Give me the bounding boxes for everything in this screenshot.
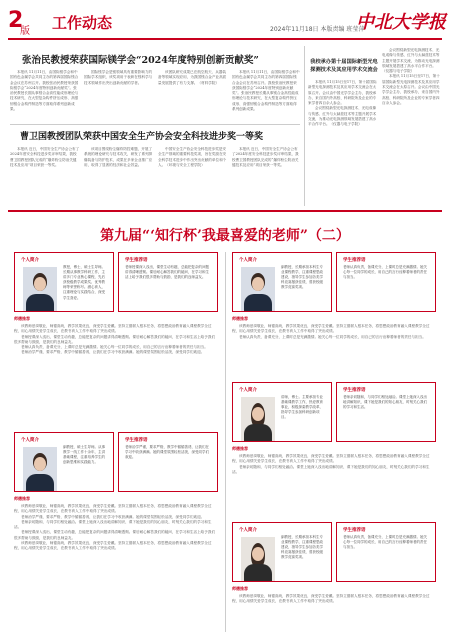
cao-col-4: 本报讯 近日，中国安全生产协会公布了2024年度安全科技进步奖评审结果，我校曹卫国教授团队完成的“爆炸粉尘防治关键技术及应用”项目荣获一等奖。 <box>232 147 299 167</box>
feature-title: 第九届“‘知行杯’我最喜爱的老师”（二） <box>100 228 350 244</box>
teacher-bio: 副教授，硕士生导师。从事教学一线工作十余年，主讲基础课程，注重培养学生的创新思维和实践能力。 <box>63 445 105 465</box>
forum-col-1: 本报讯 11月15日至17日，第十届国际新型光电探测技术及其应用学术交流会在太原召开。会议由中国光学学会主办，我校承办，来自国内外高校、科研院所及企业的专家学者四百余人参会。 会议围绕新型光电探测技术、光电成像与传感、红外与太赫兹技术等主题开展学术交流，为推动光电探测领域发展搭建了高水平合作平台。（仪器与电子学院） <box>308 80 377 127</box>
teacher-eval-text-5: 该教师爱岗敬业，师德高尚，教学效果优良，深受学生爱戴。坚持立德树人根本任务，将思想政治教育融入课程教学全过程，用心用情关爱学生成长，在教书育人工作中取得了突出成绩。 <box>232 594 430 604</box>
student-eval-3 <box>118 432 218 492</box>
zhang-col-2: 国际镁学会是镁领域具有重要影响力的国际学术组织，该奖项用于表彰在镁科学与技术领域作出突出创新贡献的学者。 <box>84 70 153 85</box>
eval-label: 学生推荐语 <box>343 528 366 533</box>
teacher-eval-label-2: 师德推荐 <box>232 316 248 321</box>
eval-text: 老师认真负责，备课充分，上课时总是充满激情。她关心每一位同学的成长，用自己的言行诠释着师者的责任与担当。 <box>343 535 427 550</box>
teacher-eval-label-3: 师德推荐 <box>14 496 30 501</box>
student-eval-2 <box>336 252 436 312</box>
eval-label: 学生推荐语 <box>125 438 148 443</box>
intro-label: 个人简介 <box>21 258 39 263</box>
section-title: 工作动态 <box>52 14 113 32</box>
eval-text: 老师亲切随和，与同学们相处融洽。课堂上她深入浅出地讲解知识，课下她是我们的知心朋友，时刻关心我们的学习和生活。 <box>343 395 427 410</box>
page-suffix: 版 <box>20 26 30 37</box>
eval-label: 学生推荐语 <box>343 258 366 263</box>
eval-text: 老师治学严谨，要求严格，教学中循循善诱，让我们在学习中收获满满。她的课堂氛围轻松活泼，深受同学们欢迎。 <box>125 445 209 460</box>
teacher-card-4 <box>232 382 332 442</box>
teacher-photo <box>241 267 275 312</box>
teacher-card-3 <box>14 432 114 492</box>
column-divider <box>304 46 305 206</box>
cao-col-2: 该项目围绕粉尘爆炸防控难题，开展了系统的理论研究与技术攻关，研发了系列抑爆装备与防护技术，成果在多家企业推广应用，取得了显著的经济和社会效益。 <box>84 147 153 167</box>
divider <box>10 124 300 125</box>
masthead: 中北大学报 <box>356 12 446 33</box>
teacher-bio: 讲师，博士。主要承担专业基础课教学工作，热爱教育事业，积极探索教学改革，指导学生参加科研创新项目。 <box>281 395 323 420</box>
eval-label: 学生推荐语 <box>343 388 366 393</box>
teacher-bio: 副教授，长期承担本科生专业课程教学，注重课程思政建设，指导学生参加各类学科竞赛屡获佳绩，曾获校级教学竞赛奖项。 <box>281 535 323 560</box>
forum-col-2: 会议围绕新型光电探测技术、光电成像与传感、红外与太赫兹技术等主题开展学术交流，为推动光电探测领域发展搭建了高水平合作平台。（仪器与电子学院） 本报讯 11月15日至17日，第十届国际新型光电探测技术及其应用学术交流会在太原召开。会议由中国光学学会主办，我校承办，来自国内外高校、科研院所及企业的专家学者四百余人参会。 <box>382 48 440 105</box>
teacher-eval-text-2: 该教师爱岗敬业，师德高尚，教学效果优良，深受学生爱戴。坚持立德树人根本任务，将思想政治教育融入课程教学全过程，用心用情关爱学生成长，在教书育人工作中取得了突出成绩。 老师认真负责，备课充分，上课时总是充满激情。她关心每一位同学的成长，用自己的言行诠释着师者的责任与担当。 <box>232 324 430 339</box>
teacher-bio: 教授，博士，硕士生导师。长期从事教学科研工作，主讲多门专业核心课程，先后获校级教学成果奖、优秀教师等荣誉称号。潜心育人，注重理论与实践结合，深受学生喜爱。 <box>63 265 105 300</box>
intro-label: 个人简介 <box>239 258 257 263</box>
teacher-photo <box>241 397 275 442</box>
teacher-photo <box>241 537 275 582</box>
feature-rule <box>8 210 442 212</box>
date-line: 2024年11月18日 本版责编 班莹萍 <box>270 26 365 33</box>
intro-label: 个人简介 <box>239 528 257 533</box>
cao-col-1: 本报讯 近日，中国安全生产协会公布了2024年度安全科技进步奖评审结果，我校曹卫国教授团队完成的“爆炸粉尘防治关键技术及应用”项目荣获一等奖。 <box>10 147 80 167</box>
intro-label: 个人简介 <box>21 438 39 443</box>
student-eval-5 <box>336 522 436 582</box>
zhang-col-4: 本报讯 11月11日，由国际镁学会和中国有色金属学会共同主办的第四届国际镁合金会议在苏州召开。我校张治民教授荣获国际镁学会“2024年度特别创新贡献奖”。张治民教授长期从事镁合金高性能成形理论与技术研究，在大型复杂构件挤压成形、高强韧镁合金构件制造等方面取得系列创新成果。 <box>232 70 300 112</box>
teacher-card-2 <box>232 252 332 312</box>
teacher-eval-label-4: 师德推荐 <box>232 446 248 451</box>
eval-label: 学生推荐语 <box>125 258 148 263</box>
cao-col-3: 中国安全生产协会安全科技进步奖是安全生产领域的重要科技奖项，旨在奖励在安全科学技术进步中作出突出贡献的单位和个人。（环境与安全工程学院） <box>158 147 227 167</box>
teacher-eval-text-1: 该教师爱岗敬业，师德高尚，教学效果优良，深受学生爱戴。坚持立德树人根本任务，将思想政治教育融入课程教学全过程，用心用情关爱学生成长，在教书育人工作中取得了突出成绩。 老师授课深入浅出，课堂生动有趣，总能把复杂的问题讲得清晰透彻。课后耐心解答我们的疑问，在学习和生活上给予我们很多帮助与鼓励，是我们的良师益友。 老师认真负责，备课充分，上课时总是充满激情。她关心每一位同学的成长，用自己的言行诠释着师者的责任与担当。 老师治学严谨，要求严格，教学中循循善诱，让我们在学习中收获满满。她的课堂氛围轻松活泼，深受同学们欢迎。 <box>14 324 216 355</box>
student-eval-1 <box>118 252 218 312</box>
teacher-photo <box>23 267 57 312</box>
eval-text: 老师认真负责，备课充分，上课时总是充满激情。她关心每一位同学的成长，用自己的言行诠释着师者的责任与担当。 <box>343 265 427 280</box>
eval-text: 老师授课深入浅出，课堂生动有趣，总能把复杂的问题讲得清晰透彻。课后耐心解答我们的疑问，在学习和生活上给予我们很多帮助与鼓励，是我们的良师益友。 <box>125 265 209 280</box>
headline-zhang: 张治民教授荣获国际镁学会“2024年度特别创新贡献奖” <box>22 55 259 66</box>
page-header <box>0 0 450 40</box>
header-rule <box>8 38 442 40</box>
teacher-card-5 <box>232 522 332 582</box>
teacher-bio: 副教授，长期承担本科生专业课程教学，注重课程思政建设，指导学生参加各类学科竞赛屡获佳绩，曾获校级教学竞赛奖项。 <box>281 265 323 290</box>
student-eval-4 <box>336 382 436 442</box>
zhang-col-1: 本报讯 11月11日，由国际镁学会和中国有色金属学会共同主办的第四届国际镁合金会议在苏州召开。我校张治民教授荣获国际镁学会“2024年度特别创新贡献奖”。张治民教授长期从事镁合金高性能成形理论与技术研究，在大型复杂构件挤压成形、高强韧镁合金构件制造等方面取得系列创新成果。 <box>10 70 79 112</box>
teacher-eval-label-5: 师德推荐 <box>232 586 248 591</box>
teacher-eval-text-4: 该教师爱岗敬业，师德高尚，教学效果优良，深受学生爱戴。坚持立德树人根本任务，将思想政治教育融入课程教学全过程，用心用情关爱学生成长，在教书育人工作中取得了突出成绩。 老师亲切随和，与同学们相处融洽。课堂上她深入浅出地讲解知识，课下她是我们的知心朋友，时刻关心我们的学习和生活。 <box>232 454 430 474</box>
page-number: 2 <box>8 8 24 33</box>
teacher-eval-label-1: 师德推荐 <box>14 316 30 321</box>
headline-forum: 我校承办第十届国际新型光电探测技术及其应用学术交流会 <box>310 59 378 73</box>
teacher-eval-text-3: 该教师爱岗敬业，师德高尚，教学效果优良，深受学生爱戴。坚持立德树人根本任务，将思想政治教育融入课程教学全过程，用心用情关爱学生成长，在教书育人工作中取得了突出成绩。 老师治学严谨，要求严格，教学中循循善诱，让我们在学习中收获满满。她的课堂氛围轻松活泼，深受同学们欢迎。 老师亲切随和，与同学们相处融洽。课堂上她深入浅出地讲解知识，课下她是我们的知心朋友，时刻关心我们的学习和生活。 老师授课深入浅出，课堂生动有趣，总能把复杂的问题讲得清晰透彻。课后耐心解答我们的疑问，在学习和生活上给予我们很多帮助与鼓励，是我们的良师益友。 该教师爱岗敬业，师德高尚，教学效果优良，深受学生爱戴。坚持立德树人根本任务，将思想政治教育融入课程教学全过程，用心用情关爱学生成长，在教书育人工作中取得了突出成绩。 <box>14 504 216 551</box>
intro-label: 个人简介 <box>239 388 257 393</box>
zhang-col-3: 该团队研究成果已在航空航天、兵器装备等领域实现应用，为我国镁合金产业高质量发展提供了有力支撑。（材料学院） <box>158 70 227 85</box>
teacher-photo <box>23 447 57 492</box>
teacher-card-1 <box>14 252 114 312</box>
feature-divider <box>225 252 226 632</box>
headline-cao: 曹卫国教授团队荣获中国安全生产协会安全科技进步奖一等奖 <box>20 132 264 142</box>
